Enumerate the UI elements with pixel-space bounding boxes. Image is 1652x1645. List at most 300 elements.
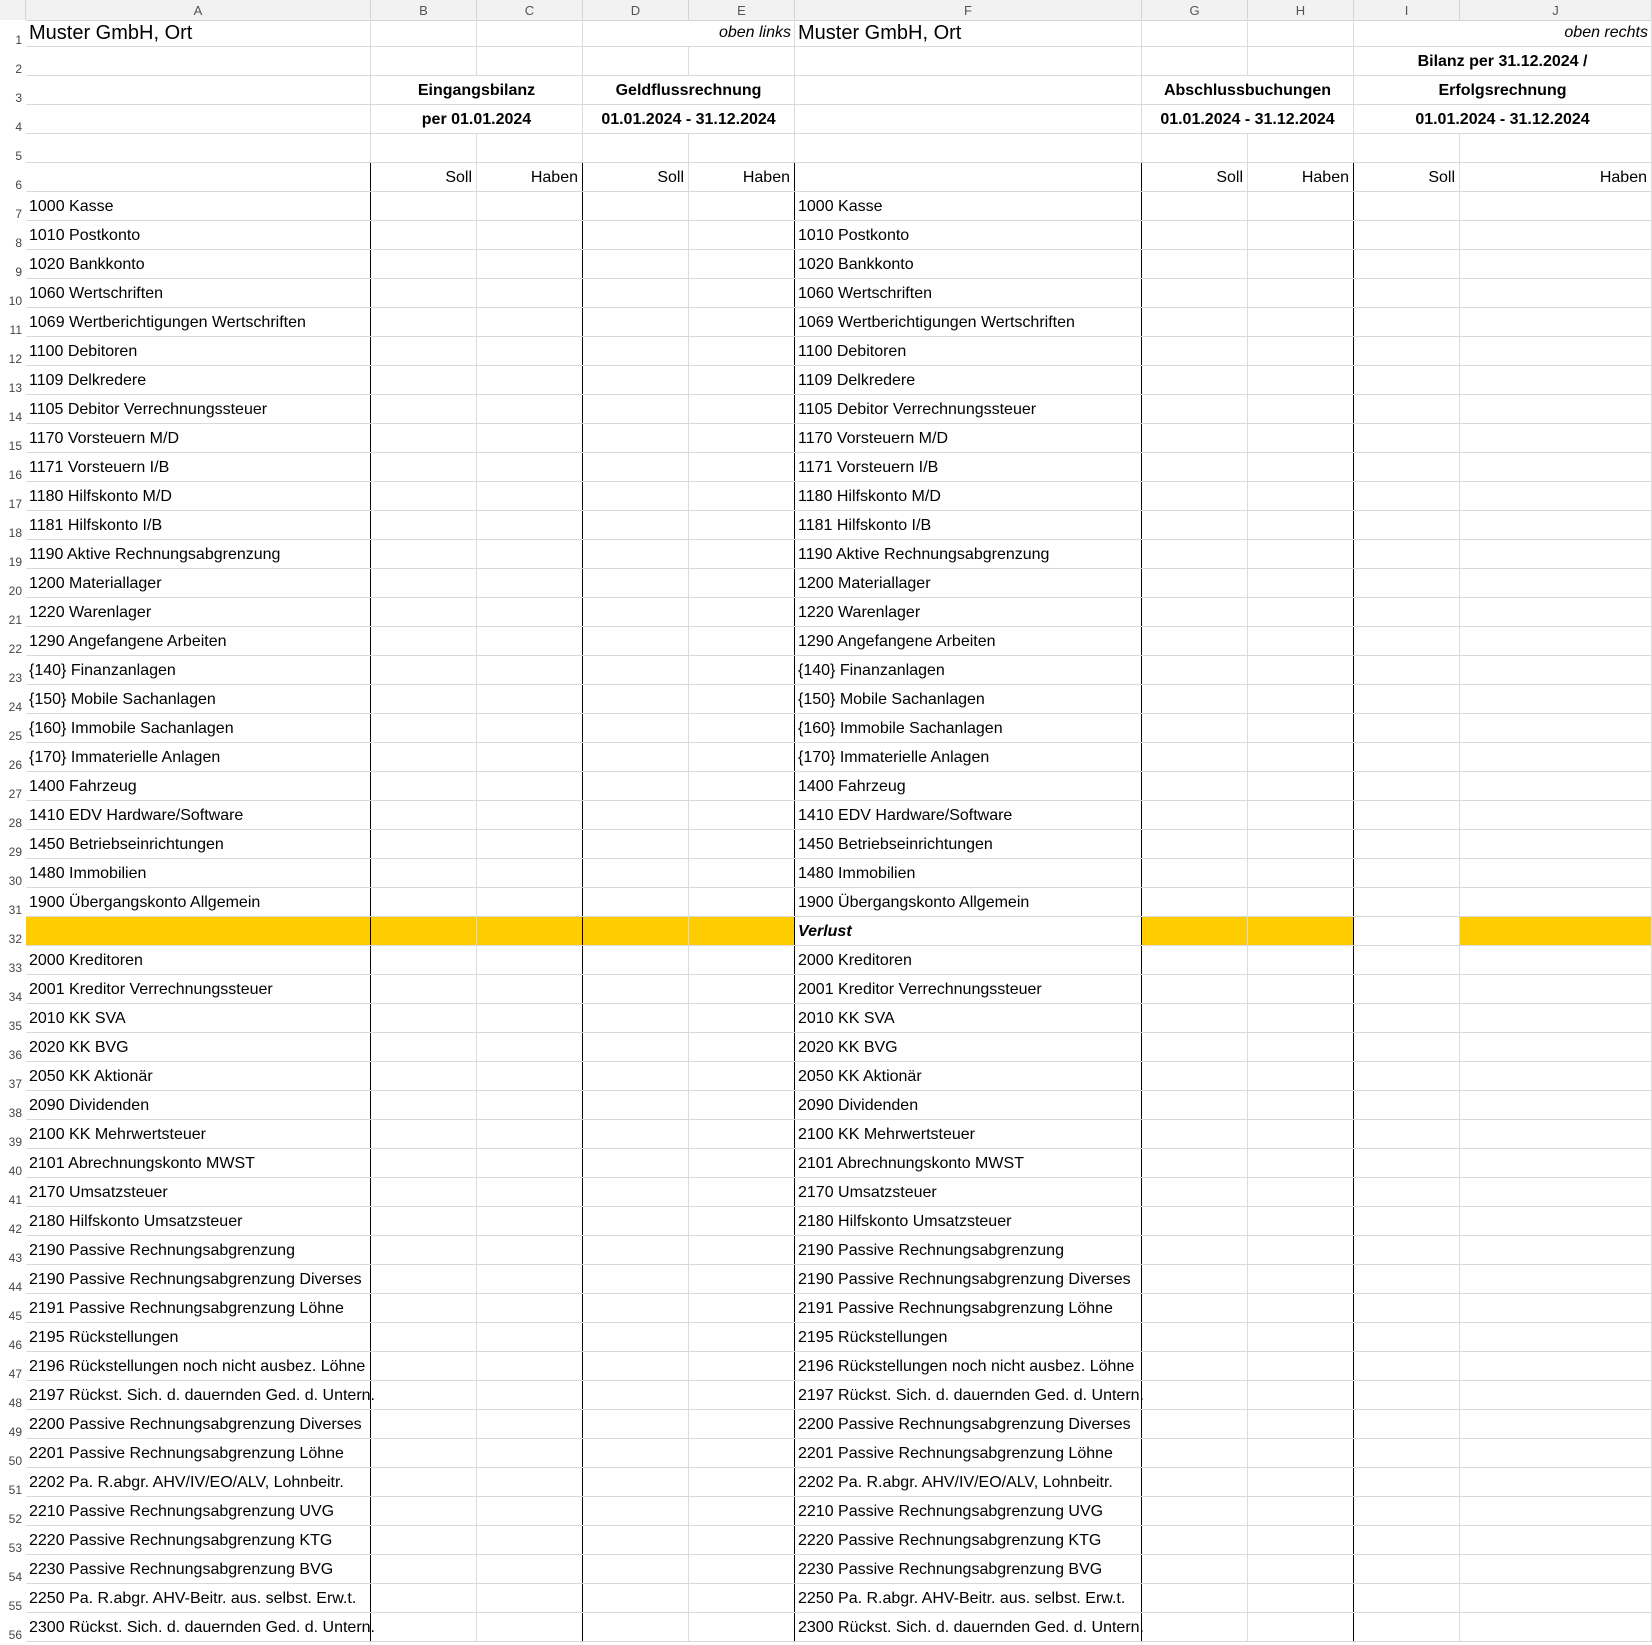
amount-cell[interactable] (371, 1323, 477, 1351)
amount-cell[interactable] (689, 656, 795, 684)
amount-cell[interactable] (689, 540, 795, 568)
amount-cell[interactable] (1354, 1323, 1460, 1351)
amount-cell[interactable] (1142, 1352, 1248, 1380)
account-label-left[interactable]: 1180 Hilfskonto M/D (26, 482, 371, 510)
amount-cell[interactable] (583, 685, 689, 713)
amount-cell[interactable] (689, 192, 795, 220)
amount-cell[interactable] (583, 395, 689, 423)
amount-cell[interactable] (1460, 569, 1652, 597)
account-label-right[interactable]: 2220 Passive Rechnungsabgrenzung KTG (795, 1526, 1142, 1554)
row-number[interactable]: 25 (8, 729, 22, 743)
row-number[interactable]: 30 (8, 874, 22, 888)
row-number[interactable]: 37 (8, 1077, 22, 1091)
amount-cell[interactable] (371, 772, 477, 800)
account-label-left[interactable]: 2201 Passive Rechnungsabgrenzung Löhne (26, 1439, 371, 1467)
amount-cell[interactable] (1460, 308, 1652, 336)
amount-cell[interactable] (477, 1497, 583, 1525)
row-number[interactable]: 40 (8, 1164, 22, 1178)
cell[interactable] (371, 47, 477, 75)
amount-cell[interactable] (1248, 685, 1354, 713)
account-label-left[interactable]: 1060 Wertschriften (26, 279, 371, 307)
amount-cell[interactable] (1248, 1265, 1354, 1293)
amount-cell[interactable] (1354, 1178, 1460, 1206)
account-label-left[interactable]: 2210 Passive Rechnungsabgrenzung UVG (26, 1497, 371, 1525)
amount-cell[interactable] (689, 366, 795, 394)
amount-cell[interactable] (1354, 627, 1460, 655)
amount-cell[interactable] (371, 1004, 477, 1032)
amount-cell[interactable] (1354, 656, 1460, 684)
amount-cell[interactable] (689, 1584, 795, 1612)
amount-cell[interactable] (689, 685, 795, 713)
account-label-left[interactable]: 2190 Passive Rechnungsabgrenzung Diverses (26, 1265, 371, 1293)
amount-cell[interactable] (371, 685, 477, 713)
row-number[interactable]: 12 (8, 352, 22, 366)
amount-cell[interactable] (1354, 308, 1460, 336)
account-label-left[interactable]: 2050 KK Aktionär (26, 1062, 371, 1090)
amount-cell[interactable] (1354, 1468, 1460, 1496)
account-label-left[interactable]: 2190 Passive Rechnungsabgrenzung (26, 1236, 371, 1264)
amount-cell[interactable] (583, 1149, 689, 1177)
row-number[interactable]: 2 (15, 62, 22, 76)
haben-header[interactable]: Haben (1248, 163, 1354, 191)
amount-cell[interactable] (583, 1584, 689, 1612)
amount-cell[interactable] (371, 395, 477, 423)
highlight-cell[interactable] (1142, 917, 1248, 945)
account-label-left[interactable]: 2170 Umsatzsteuer (26, 1178, 371, 1206)
geldfluss-date[interactable]: 01.01.2024 - 31.12.2024 (583, 105, 795, 133)
account-label-left[interactable]: 2180 Hilfskonto Umsatzsteuer (26, 1207, 371, 1235)
amount-cell[interactable] (689, 1236, 795, 1264)
amount-cell[interactable] (371, 308, 477, 336)
amount-cell[interactable] (371, 279, 477, 307)
amount-cell[interactable] (477, 482, 583, 510)
amount-cell[interactable] (583, 250, 689, 278)
amount-cell[interactable] (583, 1526, 689, 1554)
amount-cell[interactable] (1354, 221, 1460, 249)
account-label-left[interactable]: {140} Finanzanlagen (26, 656, 371, 684)
amount-cell[interactable] (1354, 540, 1460, 568)
amount-cell[interactable] (477, 1236, 583, 1264)
account-label-left[interactable]: 1290 Angefangene Arbeiten (26, 627, 371, 655)
amount-cell[interactable] (1142, 1613, 1248, 1641)
amount-cell[interactable] (1460, 192, 1652, 220)
amount-cell[interactable] (1354, 1526, 1460, 1554)
amount-cell[interactable] (1460, 1120, 1652, 1148)
amount-cell[interactable] (583, 1381, 689, 1409)
amount-cell[interactable] (371, 1236, 477, 1264)
cell[interactable] (1142, 134, 1248, 162)
amount-cell[interactable] (1460, 1410, 1652, 1438)
row-number[interactable]: 39 (8, 1135, 22, 1149)
amount-cell[interactable] (689, 1497, 795, 1525)
amount-cell[interactable] (371, 1178, 477, 1206)
amount-cell[interactable] (583, 975, 689, 1003)
amount-cell[interactable] (583, 1410, 689, 1438)
amount-cell[interactable] (477, 1207, 583, 1235)
amount-cell[interactable] (1354, 337, 1460, 365)
row-number[interactable]: 26 (8, 758, 22, 772)
eingangsbilanz-heading[interactable]: Eingangsbilanz (371, 76, 583, 104)
cell[interactable] (26, 47, 371, 75)
amount-cell[interactable] (689, 453, 795, 481)
amount-cell[interactable] (689, 250, 795, 278)
account-label-left[interactable]: 2000 Kreditoren (26, 946, 371, 974)
amount-cell[interactable] (1354, 1265, 1460, 1293)
amount-cell[interactable] (1354, 424, 1460, 452)
row-number[interactable]: 10 (8, 294, 22, 308)
amount-cell[interactable] (1460, 1294, 1652, 1322)
row-number[interactable]: 49 (8, 1425, 22, 1439)
column-header-f[interactable]: F (795, 0, 1142, 20)
amount-cell[interactable] (477, 598, 583, 626)
amount-cell[interactable] (1142, 366, 1248, 394)
cell[interactable] (689, 134, 795, 162)
account-label-right[interactable]: 2196 Rückstellungen noch nicht ausbez. Löhne (795, 1352, 1142, 1380)
row-number[interactable]: 11 (9, 323, 22, 337)
amount-cell[interactable] (1354, 395, 1460, 423)
amount-cell[interactable] (1460, 859, 1652, 887)
row-number[interactable]: 14 (8, 410, 22, 424)
column-header-h[interactable]: H (1248, 0, 1354, 20)
amount-cell[interactable] (371, 1120, 477, 1148)
row-number[interactable]: 56 (8, 1628, 22, 1642)
row-number[interactable]: 22 (8, 642, 22, 656)
amount-cell[interactable] (1354, 714, 1460, 742)
account-label-left[interactable]: 1900 Übergangskonto Allgemein (26, 888, 371, 916)
cell[interactable] (1354, 134, 1460, 162)
amount-cell[interactable] (477, 772, 583, 800)
amount-cell[interactable] (1142, 772, 1248, 800)
row-number[interactable]: 6 (15, 178, 22, 192)
cell[interactable] (1142, 47, 1248, 75)
highlight-cell[interactable] (477, 917, 583, 945)
account-label-right[interactable]: {140} Finanzanlagen (795, 656, 1142, 684)
amount-cell[interactable] (689, 1352, 795, 1380)
account-label-left[interactable]: 1200 Materiallager (26, 569, 371, 597)
amount-cell[interactable] (1142, 656, 1248, 684)
amount-cell[interactable] (477, 975, 583, 1003)
amount-cell[interactable] (477, 1555, 583, 1583)
amount-cell[interactable] (689, 1381, 795, 1409)
amount-cell[interactable] (371, 511, 477, 539)
account-label-left[interactable]: 1170 Vorsteuern M/D (26, 424, 371, 452)
amount-cell[interactable] (583, 1613, 689, 1641)
amount-cell[interactable] (689, 1207, 795, 1235)
amount-cell[interactable] (1460, 1236, 1652, 1264)
amount-cell[interactable] (1354, 1584, 1460, 1612)
amount-cell[interactable] (1460, 540, 1652, 568)
highlight-cell[interactable] (26, 917, 371, 945)
amount-cell[interactable] (689, 975, 795, 1003)
amount-cell[interactable] (1354, 1033, 1460, 1061)
abschluss-date[interactable]: 01.01.2024 - 31.12.2024 (1142, 105, 1354, 133)
amount-cell[interactable] (1142, 975, 1248, 1003)
amount-cell[interactable] (689, 511, 795, 539)
account-label-left[interactable]: {170} Immaterielle Anlagen (26, 743, 371, 771)
amount-cell[interactable] (371, 656, 477, 684)
amount-cell[interactable] (583, 1062, 689, 1090)
amount-cell[interactable] (583, 453, 689, 481)
cell[interactable] (1248, 18, 1354, 46)
amount-cell[interactable] (371, 1613, 477, 1641)
column-header-a[interactable]: A (26, 0, 371, 20)
amount-cell[interactable] (477, 511, 583, 539)
amount-cell[interactable] (689, 221, 795, 249)
amount-cell[interactable] (1142, 714, 1248, 742)
row-number[interactable]: 38 (8, 1106, 22, 1120)
cell[interactable] (477, 47, 583, 75)
amount-cell[interactable] (371, 569, 477, 597)
amount-cell[interactable] (1248, 1613, 1354, 1641)
verlust-label[interactable]: Verlust (795, 917, 1142, 945)
amount-cell[interactable] (371, 714, 477, 742)
amount-cell[interactable] (689, 1410, 795, 1438)
amount-cell[interactable] (477, 1062, 583, 1090)
account-label-right[interactable]: 2195 Rückstellungen (795, 1323, 1142, 1351)
amount-cell[interactable] (1354, 1207, 1460, 1235)
amount-cell[interactable] (583, 1352, 689, 1380)
account-label-right[interactable]: 2200 Passive Rechnungsabgrenzung Diverses (795, 1410, 1142, 1438)
row-number[interactable]: 3 (15, 91, 22, 105)
amount-cell[interactable] (371, 946, 477, 974)
amount-cell[interactable] (1460, 1323, 1652, 1351)
amount-cell[interactable] (1142, 192, 1248, 220)
amount-cell[interactable] (371, 859, 477, 887)
amount-cell[interactable] (1142, 830, 1248, 858)
amount-cell[interactable] (1248, 1091, 1354, 1119)
amount-cell[interactable] (1248, 366, 1354, 394)
account-label-right[interactable]: 1171 Vorsteuern I/B (795, 453, 1142, 481)
column-header-j[interactable]: J (1460, 0, 1652, 20)
amount-cell[interactable] (689, 1555, 795, 1583)
row-number[interactable]: 8 (15, 236, 22, 250)
amount-cell[interactable] (689, 337, 795, 365)
amount-cell[interactable] (1460, 714, 1652, 742)
amount-cell[interactable] (1460, 1497, 1652, 1525)
cell[interactable] (371, 134, 477, 162)
amount-cell[interactable] (1248, 1352, 1354, 1380)
cell[interactable] (795, 76, 1142, 104)
cell[interactable] (26, 134, 371, 162)
amount-cell[interactable] (583, 772, 689, 800)
amount-cell[interactable] (1142, 279, 1248, 307)
amount-cell[interactable] (1354, 598, 1460, 626)
amount-cell[interactable] (477, 1323, 583, 1351)
amount-cell[interactable] (1142, 1120, 1248, 1148)
account-label-left[interactable]: 2020 KK BVG (26, 1033, 371, 1061)
account-label-right[interactable]: 2190 Passive Rechnungsabgrenzung Diverses (795, 1265, 1142, 1293)
amount-cell[interactable] (1248, 743, 1354, 771)
row-number[interactable]: 31 (8, 903, 22, 917)
amount-cell[interactable] (477, 1265, 583, 1293)
account-label-left[interactable]: 1190 Aktive Rechnungsabgrenzung (26, 540, 371, 568)
amount-cell[interactable] (583, 946, 689, 974)
amount-cell[interactable] (371, 1149, 477, 1177)
amount-cell[interactable] (1248, 946, 1354, 974)
amount-cell[interactable] (371, 888, 477, 916)
amount-cell[interactable] (371, 830, 477, 858)
amount-cell[interactable] (689, 1178, 795, 1206)
account-label-right[interactable]: 1220 Warenlager (795, 598, 1142, 626)
account-label-right[interactable]: {150} Mobile Sachanlagen (795, 685, 1142, 713)
amount-cell[interactable] (1460, 1149, 1652, 1177)
row-number[interactable]: 48 (8, 1396, 22, 1410)
row-number[interactable]: 23 (8, 671, 22, 685)
amount-cell[interactable] (1354, 1381, 1460, 1409)
account-label-right[interactable]: 2197 Rückst. Sich. d. dauernden Ged. d. Untern. (795, 1381, 1142, 1409)
bilanz-date[interactable]: 01.01.2024 - 31.12.2024 (1354, 105, 1652, 133)
amount-cell[interactable] (477, 1294, 583, 1322)
amount-cell[interactable] (371, 975, 477, 1003)
amount-cell[interactable] (1142, 1381, 1248, 1409)
amount-cell[interactable] (1460, 1352, 1652, 1380)
account-label-right[interactable]: 2190 Passive Rechnungsabgrenzung (795, 1236, 1142, 1264)
amount-cell[interactable] (477, 1468, 583, 1496)
amount-cell[interactable] (583, 569, 689, 597)
amount-cell[interactable] (1354, 453, 1460, 481)
amount-cell[interactable] (1354, 888, 1460, 916)
amount-cell[interactable] (1248, 801, 1354, 829)
amount-cell[interactable] (1142, 1265, 1248, 1293)
account-label-left[interactable]: 2010 KK SVA (26, 1004, 371, 1032)
amount-cell[interactable] (477, 1410, 583, 1438)
amount-cell[interactable] (689, 830, 795, 858)
amount-cell[interactable] (689, 1033, 795, 1061)
account-label-right[interactable]: 1020 Bankkonto (795, 250, 1142, 278)
amount-cell[interactable] (583, 1294, 689, 1322)
row-number[interactable]: 13 (8, 381, 22, 395)
amount-cell[interactable] (689, 308, 795, 336)
amount-cell[interactable] (477, 859, 583, 887)
amount-cell[interactable] (371, 1584, 477, 1612)
note-left[interactable]: oben links (583, 18, 795, 46)
amount-cell[interactable] (1460, 453, 1652, 481)
amount-cell[interactable] (371, 453, 477, 481)
amount-cell[interactable] (477, 1439, 583, 1467)
abschluss-heading[interactable]: Abschlussbuchungen (1142, 76, 1354, 104)
amount-cell[interactable] (1248, 1120, 1354, 1148)
row-number[interactable]: 36 (8, 1048, 22, 1062)
amount-cell[interactable] (583, 1497, 689, 1525)
amount-cell[interactable] (1248, 482, 1354, 510)
account-label-right[interactable]: 2210 Passive Rechnungsabgrenzung UVG (795, 1497, 1142, 1525)
amount-cell[interactable] (1142, 1149, 1248, 1177)
column-header-b[interactable]: B (371, 0, 477, 20)
amount-cell[interactable] (1142, 1584, 1248, 1612)
amount-cell[interactable] (1142, 1091, 1248, 1119)
account-label-right[interactable]: 1450 Betriebseinrichtungen (795, 830, 1142, 858)
amount-cell[interactable] (371, 221, 477, 249)
amount-cell[interactable] (583, 859, 689, 887)
account-label-left[interactable]: 2202 Pa. R.abgr. AHV/IV/EO/ALV, Lohnbeitr. (26, 1468, 371, 1496)
amount-cell[interactable] (583, 366, 689, 394)
amount-cell[interactable] (1248, 337, 1354, 365)
account-label-left[interactable]: 1105 Debitor Verrechnungssteuer (26, 395, 371, 423)
amount-cell[interactable] (1142, 308, 1248, 336)
account-label-right[interactable]: 1100 Debitoren (795, 337, 1142, 365)
amount-cell[interactable] (371, 627, 477, 655)
amount-cell[interactable] (1460, 656, 1652, 684)
cell[interactable] (795, 105, 1142, 133)
column-header-c[interactable]: C (477, 0, 583, 20)
amount-cell[interactable] (689, 1062, 795, 1090)
amount-cell[interactable] (1142, 1526, 1248, 1554)
note-right[interactable]: oben rechts (1354, 18, 1652, 46)
amount-cell[interactable] (1460, 1091, 1652, 1119)
account-label-left[interactable]: 2220 Passive Rechnungsabgrenzung KTG (26, 1526, 371, 1554)
amount-cell[interactable] (1248, 1381, 1354, 1409)
amount-cell[interactable] (1354, 685, 1460, 713)
account-label-right[interactable]: 1400 Fahrzeug (795, 772, 1142, 800)
amount-cell[interactable] (1354, 975, 1460, 1003)
amount-cell[interactable] (1354, 1497, 1460, 1525)
amount-cell[interactable] (689, 1091, 795, 1119)
amount-cell[interactable] (1460, 1468, 1652, 1496)
cell[interactable] (1248, 47, 1354, 75)
amount-cell[interactable] (1142, 743, 1248, 771)
amount-cell[interactable] (371, 801, 477, 829)
amount-cell[interactable] (1460, 1439, 1652, 1467)
amount-cell[interactable] (1142, 511, 1248, 539)
amount-cell[interactable] (1142, 1033, 1248, 1061)
amount-cell[interactable] (371, 1294, 477, 1322)
amount-cell[interactable] (689, 714, 795, 742)
amount-cell[interactable] (477, 1033, 583, 1061)
amount-cell[interactable] (583, 511, 689, 539)
amount-cell[interactable] (689, 859, 795, 887)
column-header-i[interactable]: I (1354, 0, 1460, 20)
cell[interactable] (795, 134, 1142, 162)
row-number[interactable]: 52 (8, 1512, 22, 1526)
company-title-left[interactable]: Muster GmbH, Ort (26, 18, 371, 46)
cell[interactable] (1142, 18, 1248, 46)
row-number[interactable]: 47 (8, 1367, 22, 1381)
amount-cell[interactable] (689, 1468, 795, 1496)
account-label-left[interactable]: 1400 Fahrzeug (26, 772, 371, 800)
amount-cell[interactable] (689, 1439, 795, 1467)
amount-cell[interactable] (371, 598, 477, 626)
account-label-left[interactable]: 2090 Dividenden (26, 1091, 371, 1119)
amount-cell[interactable] (583, 1265, 689, 1293)
amount-cell[interactable] (1142, 1062, 1248, 1090)
amount-cell[interactable] (371, 1497, 477, 1525)
soll-header[interactable]: Soll (1354, 163, 1460, 191)
amount-cell[interactable] (477, 1381, 583, 1409)
amount-cell[interactable] (477, 743, 583, 771)
amount-cell[interactable] (1142, 685, 1248, 713)
amount-cell[interactable] (477, 946, 583, 974)
account-label-right[interactable]: 2010 KK SVA (795, 1004, 1142, 1032)
amount-cell[interactable] (477, 192, 583, 220)
account-label-left[interactable]: 1480 Immobilien (26, 859, 371, 887)
amount-cell[interactable] (1248, 192, 1354, 220)
amount-cell[interactable] (1142, 569, 1248, 597)
amount-cell[interactable] (1354, 830, 1460, 858)
amount-cell[interactable] (1142, 337, 1248, 365)
amount-cell[interactable] (583, 830, 689, 858)
amount-cell[interactable] (1354, 1149, 1460, 1177)
erfolgsrechnung-heading[interactable]: Erfolgsrechnung (1354, 76, 1652, 104)
amount-cell[interactable] (583, 1178, 689, 1206)
row-number[interactable]: 9 (15, 265, 22, 279)
amount-cell[interactable] (371, 1352, 477, 1380)
amount-cell[interactable] (583, 1468, 689, 1496)
amount-cell[interactable] (1460, 830, 1652, 858)
row-number[interactable]: 28 (8, 816, 22, 830)
account-label-left[interactable]: 1069 Wertberichtigungen Wertschriften (26, 308, 371, 336)
amount-cell[interactable] (1248, 1294, 1354, 1322)
amount-cell[interactable] (1248, 424, 1354, 452)
